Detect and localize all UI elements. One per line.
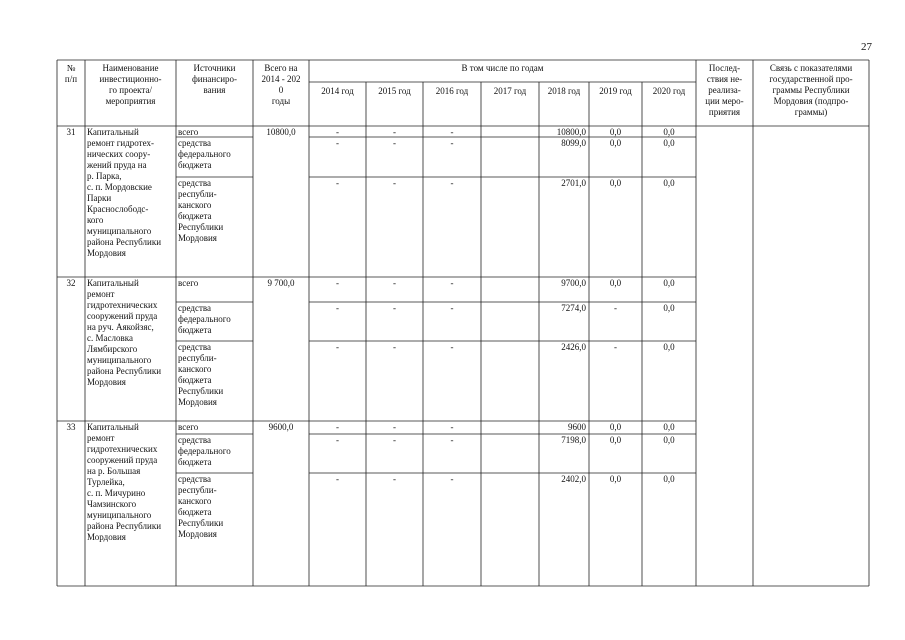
project-name: Капитальный ремонт гидротехнических сооружений пруда на р. Большая Турлейка, с. п. Мичурино Чамзинского муниципального района Республики Мордовия xyxy=(87,422,162,542)
value-y2020: 0,0 xyxy=(663,178,675,188)
value-y2018: 2426,0 xyxy=(561,342,586,352)
value-y2018: 9700,0 xyxy=(561,278,586,288)
value-y2018: 7198,0 xyxy=(561,435,586,445)
row-number: 33 xyxy=(66,422,76,432)
header-year-2016: 2016 год xyxy=(435,86,469,96)
project-name: Капитальный ремонт гидротех- нических соору- жений пруда на р. Парка, с. п. Мордовские Парки Краснослободс- кого муниципального района Республики Мордовия xyxy=(87,127,162,258)
value-y2015: - xyxy=(393,422,396,432)
header-total: Всего на 2014 - 202 0 годы xyxy=(261,63,301,106)
value-y2015: - xyxy=(393,138,396,148)
value-y2018: 9600 xyxy=(568,422,586,432)
header-year-2019: 2019 год xyxy=(599,86,632,96)
header-consequences: Послед- ствия не- реализа- ции меро- приятия xyxy=(705,63,744,117)
project-total: 9 700,0 xyxy=(267,278,295,288)
value-y2014: - xyxy=(336,278,339,288)
value-y2015: - xyxy=(393,303,396,313)
row-number: 32 xyxy=(66,278,76,288)
value-y2014: - xyxy=(336,303,339,313)
value-y2016: - xyxy=(450,278,454,288)
header-program-link: Связь с показателями государственной про- граммы Республики Мордовия (подпро- граммы) xyxy=(769,63,853,117)
project-name: Капитальный ремонт гидротехнических сооружений пруда на руч. Аякойзяс, с. Масловка Лямбирского муниципального района Республики Мордовия xyxy=(87,278,162,387)
header-year-2017: 2017 год xyxy=(493,86,527,96)
value-y2019: - xyxy=(614,342,617,352)
value-y2020: 0,0 xyxy=(663,278,675,288)
funding-source: всего xyxy=(178,278,199,288)
funding-source: средства федерального бюджета xyxy=(178,435,231,467)
value-y2016: - xyxy=(450,342,454,352)
value-y2016: - xyxy=(450,435,454,445)
header-year-2018: 2018 год xyxy=(547,86,581,96)
value-y2014: - xyxy=(336,178,339,188)
value-y2020: 0,0 xyxy=(663,435,675,445)
value-y2015: - xyxy=(393,474,396,484)
funding-source: средства федерального бюджета xyxy=(178,303,231,335)
value-y2019: 0,0 xyxy=(609,422,622,432)
project-total: 9600,0 xyxy=(268,422,294,432)
header-year-2015: 2015 год xyxy=(378,86,411,96)
value-y2016: - xyxy=(450,303,454,313)
value-y2014: - xyxy=(336,422,339,432)
value-y2015: - xyxy=(393,342,396,352)
row-number: 31 xyxy=(66,127,76,137)
value-y2015: - xyxy=(393,178,396,188)
value-y2019: 0,0 xyxy=(609,127,622,137)
value-y2020: 0,0 xyxy=(663,342,675,352)
value-y2014: - xyxy=(336,127,339,137)
value-y2016: - xyxy=(450,474,454,484)
header-sources: Источники финансиро- вания xyxy=(191,63,238,95)
value-y2014: - xyxy=(336,435,339,445)
value-y2019: 0,0 xyxy=(609,278,622,288)
value-y2016: - xyxy=(450,138,454,148)
value-y2015: - xyxy=(393,278,396,288)
value-y2020: 0,0 xyxy=(663,127,675,137)
value-y2014: - xyxy=(336,474,339,484)
value-y2014: - xyxy=(336,138,339,148)
header-year-2020: 2020 год xyxy=(652,86,686,96)
value-y2018: 10800,0 xyxy=(556,127,586,137)
header-year-2014: 2014 год xyxy=(321,86,354,96)
header-num: № п/п xyxy=(64,63,78,84)
header-name: Наименование инвестиционно- го проекта/ мероприятия xyxy=(99,63,162,106)
value-y2018: 7274,0 xyxy=(561,303,586,313)
value-y2014: - xyxy=(336,342,339,352)
funding-source: средства республи- канского бюджета Республики Мордовия xyxy=(178,178,224,243)
funding-source: средства федерального бюджета xyxy=(178,138,231,170)
value-y2020: 0,0 xyxy=(663,303,675,313)
value-y2019: 0,0 xyxy=(609,474,622,484)
value-y2020: 0,0 xyxy=(663,422,675,432)
value-y2020: 0,0 xyxy=(663,138,675,148)
value-y2015: - xyxy=(393,435,396,445)
funding-source: средства республи- канского бюджета Республики Мордовия xyxy=(178,474,224,539)
header-by-years: В том числе по годам xyxy=(461,63,544,73)
page-number: 27 xyxy=(861,41,872,53)
value-y2015: - xyxy=(393,127,396,137)
value-y2018: 2402,0 xyxy=(561,474,586,484)
value-y2019: 0,0 xyxy=(609,435,622,445)
value-y2019: 0,0 xyxy=(609,178,622,188)
funding-source: средства республи- канского бюджета Республики Мордовия xyxy=(178,342,224,407)
value-y2018: 8099,0 xyxy=(561,138,586,148)
funding-source: всего xyxy=(178,127,199,137)
project-total: 10800,0 xyxy=(266,127,296,137)
value-y2016: - xyxy=(450,127,454,137)
funding-source: всего xyxy=(178,422,199,432)
value-y2019: 0,0 xyxy=(609,138,622,148)
value-y2019: - xyxy=(614,303,617,313)
value-y2020: 0,0 xyxy=(663,474,675,484)
value-y2018: 2701,0 xyxy=(561,178,586,188)
value-y2016: - xyxy=(450,178,454,188)
value-y2016: - xyxy=(450,422,454,432)
